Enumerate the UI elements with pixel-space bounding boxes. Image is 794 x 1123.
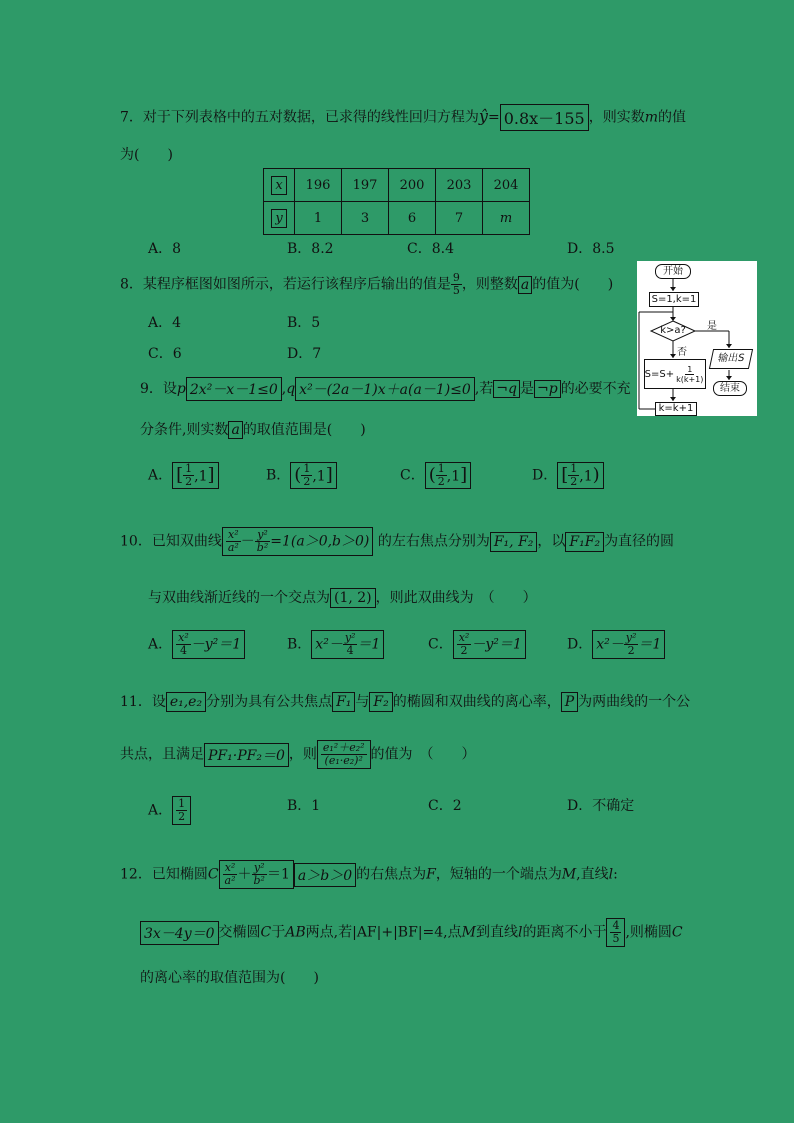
y-hat: ŷ bbox=[478, 106, 488, 126]
q10-point: (1, 2) bbox=[330, 588, 376, 608]
table-cell: 6 bbox=[389, 202, 436, 235]
flow-output: 输出S bbox=[709, 349, 753, 369]
q8-option-b: B．5 bbox=[287, 315, 321, 331]
q12-ellipse-eq: $\frac{\text{x²}}{\text{a²}}$ ＋ $\frac{\text{y²}}{\text{b²}}$ ＝1 bbox=[219, 860, 294, 889]
q11-option-b: B．1 bbox=[287, 798, 321, 814]
q8-option-c: C．6 bbox=[148, 346, 182, 362]
table-cell: 196 bbox=[295, 169, 342, 202]
q10-segment: F₁F₂ bbox=[565, 532, 604, 552]
table-cell: 203 bbox=[436, 169, 483, 202]
q8-fraction: $\frac{9}{5}$ bbox=[452, 271, 460, 297]
q10-hyperbola-eq: $\frac{\text{x²}}{\text{a²}}$ － $\frac{\text{y²}}{\text{b²}}$ =1(a＞0,b＞0) bbox=[222, 527, 374, 556]
q7-line2: 为( ) bbox=[120, 147, 173, 163]
q9-option-b: B． ( $\frac{1}{2}$ ,1] bbox=[266, 462, 337, 489]
q9-not-q: ¬q bbox=[493, 380, 520, 398]
q12-distance-fraction: $\frac{4}{5}$ bbox=[606, 918, 625, 947]
q10-foci: F₁, F₂ bbox=[490, 532, 538, 552]
q11-f1: F₁ bbox=[332, 692, 355, 712]
q7-data-table bbox=[263, 168, 530, 235]
flow-increment: k=k+1 bbox=[655, 402, 697, 416]
q11-option-d: D．不确定 bbox=[567, 798, 635, 814]
q9-option-c: C． ( $\frac{1}{2}$ ,1] bbox=[400, 462, 471, 489]
q8-option-d: D．7 bbox=[287, 346, 322, 362]
q7-option-c: C．8.4 bbox=[407, 241, 454, 257]
q9-line2: 分条件,则实数 a 的取值范围是( ) bbox=[140, 422, 366, 438]
flow-update-s: S=S+ $\frac{1}{k(k+1)}$ bbox=[644, 359, 706, 389]
q9-option-a: A． [ $\frac{1}{2}$ ,1] bbox=[148, 462, 219, 489]
flow-yes-label: 是 bbox=[707, 321, 717, 332]
q8-a-box: a bbox=[518, 276, 532, 294]
table-cell: 7 bbox=[436, 202, 483, 235]
table-cell: 3 bbox=[342, 202, 389, 235]
flow-condition: k>a? bbox=[660, 325, 686, 336]
q10-option-d: D． x²－ $\frac{\text{y²}}{2}$ ＝1 bbox=[567, 630, 665, 659]
table-cell: m bbox=[483, 202, 530, 235]
q10-option-a: A． $\frac{\text{x²}}{4}$ －y²＝1 bbox=[148, 630, 245, 659]
q11-line1: 11．设 e₁,e₂ 分别为具有公共焦点 F₁ 与 F₂ 的椭圆和双曲线的离心率， P 为两曲线的一个公 bbox=[120, 694, 691, 710]
q7-option-a: A．8 bbox=[148, 241, 182, 257]
q10-option-c: C． $\frac{\text{x²}}{2}$ －y²＝1 bbox=[428, 630, 526, 659]
q12-line2: 3x－4y＝0 交椭圆C于AB两点,若|AF|+|BF|=4,点M到直线l的距离不小于 $\frac{4}{5}$ ,则椭圆C bbox=[140, 918, 683, 947]
q11-point-p: P bbox=[561, 692, 578, 712]
q11-option-c: C．2 bbox=[428, 798, 462, 814]
q9-a-box: a bbox=[228, 421, 242, 439]
flow-start: 开始 bbox=[655, 264, 691, 279]
table-cell: 204 bbox=[483, 169, 530, 202]
q11-dot-product: PF₁·PF₂＝0 bbox=[204, 743, 289, 767]
q11-eccentricities: e₁,e₂ bbox=[166, 692, 206, 712]
q11-expression: $\frac{\text{e₁²＋e₂²}}{\text{(e₁·e₂)²}}$ bbox=[317, 740, 371, 769]
table-cell: 197 bbox=[342, 169, 389, 202]
q7-line1: 7．对于下列表格中的五对数据，已求得的线性回归方程为ŷ= 0.8x－155 ，则实数m的值 bbox=[120, 104, 686, 131]
q7-option-d: D．8.5 bbox=[567, 241, 615, 257]
q11-f2: F₂ bbox=[369, 692, 392, 712]
table-row bbox=[264, 202, 530, 235]
q10-option-b: B． x²－ $\frac{\text{y²}}{4}$ ＝1 bbox=[287, 630, 384, 659]
q12-line-eq: 3x－4y＝0 bbox=[140, 921, 219, 945]
q9-p-inequality: 2x²－x－1≤0 bbox=[186, 377, 282, 401]
q11-option-a: A． $\frac{1}{2}$ bbox=[148, 796, 191, 825]
table-row bbox=[264, 169, 530, 202]
q8-flowchart bbox=[637, 261, 757, 416]
q8-option-a: A．4 bbox=[148, 315, 182, 331]
q8-line1: 8．某程序框图如图所示，若运行该程序后输出的值是 $\frac{9}{5}$ ，则整数 a 的值为( ) bbox=[120, 271, 614, 297]
flow-no-label: 否 bbox=[677, 347, 687, 358]
flow-init: S=1,k=1 bbox=[649, 292, 699, 307]
q10-line1: 10．已知双曲线 $\frac{\text{x²}}{\text{a²}}$ － $\frac{\text{y²}}{\text{b²}}$ =1(a＞0,b＞0) 的左右焦点分别为 F₁, F₂ ，以 F₁F₂ 为直径的圆 bbox=[120, 528, 675, 554]
q10-line2: 与双曲线渐近线的一个交点为 (1, 2) ，则此双曲线为 （ ） bbox=[148, 590, 537, 606]
q9-line1: 9．设p 2x²－x－1≤0 ,q x²－(2a－1)x＋a(a－1)≤0 ,若 ¬q 是 ¬p 的必要不充 bbox=[140, 377, 631, 401]
table-cell: 200 bbox=[389, 169, 436, 202]
q12-line1: 12．已知椭圆C $\frac{\text{x²}}{\text{a²}}$ ＋ $\frac{\text{y²}}{\text{b²}}$ ＝1 a＞b＞0 的右焦点为F，短轴的一个端点为M,直线l: bbox=[120, 861, 618, 887]
table-header-x: x bbox=[264, 169, 295, 202]
q12-condition: a＞b＞0 bbox=[294, 863, 356, 887]
q12-line3: 的离心率的取值范围为( ) bbox=[140, 970, 319, 986]
table-cell: 1 bbox=[295, 202, 342, 235]
regression-equation: 0.8x－155 bbox=[500, 104, 589, 131]
q9-option-d: D． [ $\frac{1}{2}$ ,1) bbox=[532, 462, 604, 489]
q11-line2: 共点，且满足 PF₁·PF₂＝0 ，则 $\frac{\text{e₁²＋e₂²}}{\text{(e₁·e₂)²}}$ 的值为 （ ） bbox=[120, 741, 476, 767]
q7-option-b: B．8.2 bbox=[287, 241, 334, 257]
q9-not-p: ¬p bbox=[534, 380, 561, 398]
q9-q-inequality: x²－(2a－1)x＋a(a－1)≤0 bbox=[295, 377, 475, 401]
table-header-y: y bbox=[264, 202, 295, 235]
flow-end: 结束 bbox=[713, 381, 747, 396]
